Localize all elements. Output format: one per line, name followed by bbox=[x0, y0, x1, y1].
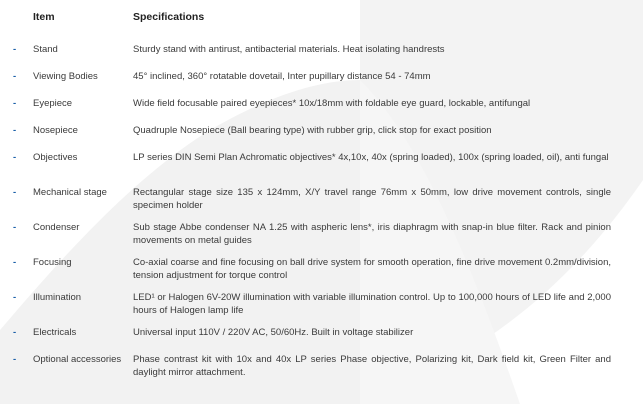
item-specification: Phase contrast kit with 10x and 40x LP series Phase objective, Polarizing kit, Dark field kit, Green Filter and daylight mirror attachment. bbox=[133, 354, 611, 379]
item-specification: 45° inclined, 360° rotatable dovetail, Inter pupillary distance 54 - 74mm bbox=[133, 71, 431, 82]
item-specification: LED¹ or Halogen 6V-20W illumination with variable illumination control. Up to 100,000 hours of LED life and 2,000 hours of Halogen lamp life bbox=[133, 292, 611, 317]
item-specification: Wide field focusable paired eyepieces* 10x/18mm with foldable eye guard, lockable, antifungal bbox=[133, 98, 531, 109]
item-specification: Quadruple Nosepiece (Ball bearing type) with rubber grip, click stop for exact position bbox=[133, 125, 492, 136]
bullet-dash: - bbox=[13, 152, 17, 163]
item-specification: Rectangular stage size 135 x 124mm, X/Y travel range 76mm x 50mm, low drive movement controls, single specimen holder bbox=[133, 187, 611, 212]
item-name: Nosepiece bbox=[33, 125, 78, 136]
bullet-dash: - bbox=[13, 71, 17, 82]
bullet-dash: - bbox=[13, 187, 17, 198]
item-name: Electricals bbox=[33, 327, 77, 338]
item-name: Stand bbox=[33, 44, 58, 55]
bullet-dash: - bbox=[13, 292, 17, 303]
item-name: Condenser bbox=[33, 222, 80, 233]
bullet-dash: - bbox=[13, 354, 17, 365]
bullet-dash: - bbox=[13, 98, 17, 109]
item-name: Viewing Bodies bbox=[33, 71, 98, 82]
column-header-specifications: Specifications bbox=[133, 11, 205, 23]
item-name: Illumination bbox=[33, 292, 82, 303]
bullet-dash: - bbox=[13, 44, 17, 55]
item-name: Mechanical stage bbox=[33, 187, 107, 198]
item-specification: Universal input 110V / 220V AC, 50/60Hz. Built in voltage stabilizer bbox=[133, 327, 414, 338]
item-name: Objectives bbox=[33, 152, 78, 163]
item-name: Focusing bbox=[33, 257, 72, 268]
item-name: Optional accessories bbox=[33, 354, 122, 365]
item-specification: LP series DIN Semi Plan Achromatic objectives* 4x,10x, 40x (spring loaded), 100x (spring loaded, oil), anti fungal bbox=[133, 152, 609, 163]
item-specification: Co-axial coarse and fine focusing on ball drive system for smooth operation, fine drive movement 0.2mm/division, tension adjustment for torque control bbox=[133, 257, 611, 282]
item-specification: Sub stage Abbe condenser NA 1.25 with aspheric lens*, iris diaphragm with snap-in blue filter. Rack and pinion movements on metal guides bbox=[133, 222, 611, 247]
item-specification: Sturdy stand with antirust, antibacterial materials. Heat isolating handrests bbox=[133, 44, 445, 55]
bullet-dash: - bbox=[13, 257, 17, 268]
bullet-dash: - bbox=[13, 222, 17, 233]
bullet-dash: - bbox=[13, 125, 17, 136]
bullet-dash: - bbox=[13, 327, 17, 338]
column-header-item: Item bbox=[33, 11, 55, 23]
item-name: Eyepiece bbox=[33, 98, 73, 109]
